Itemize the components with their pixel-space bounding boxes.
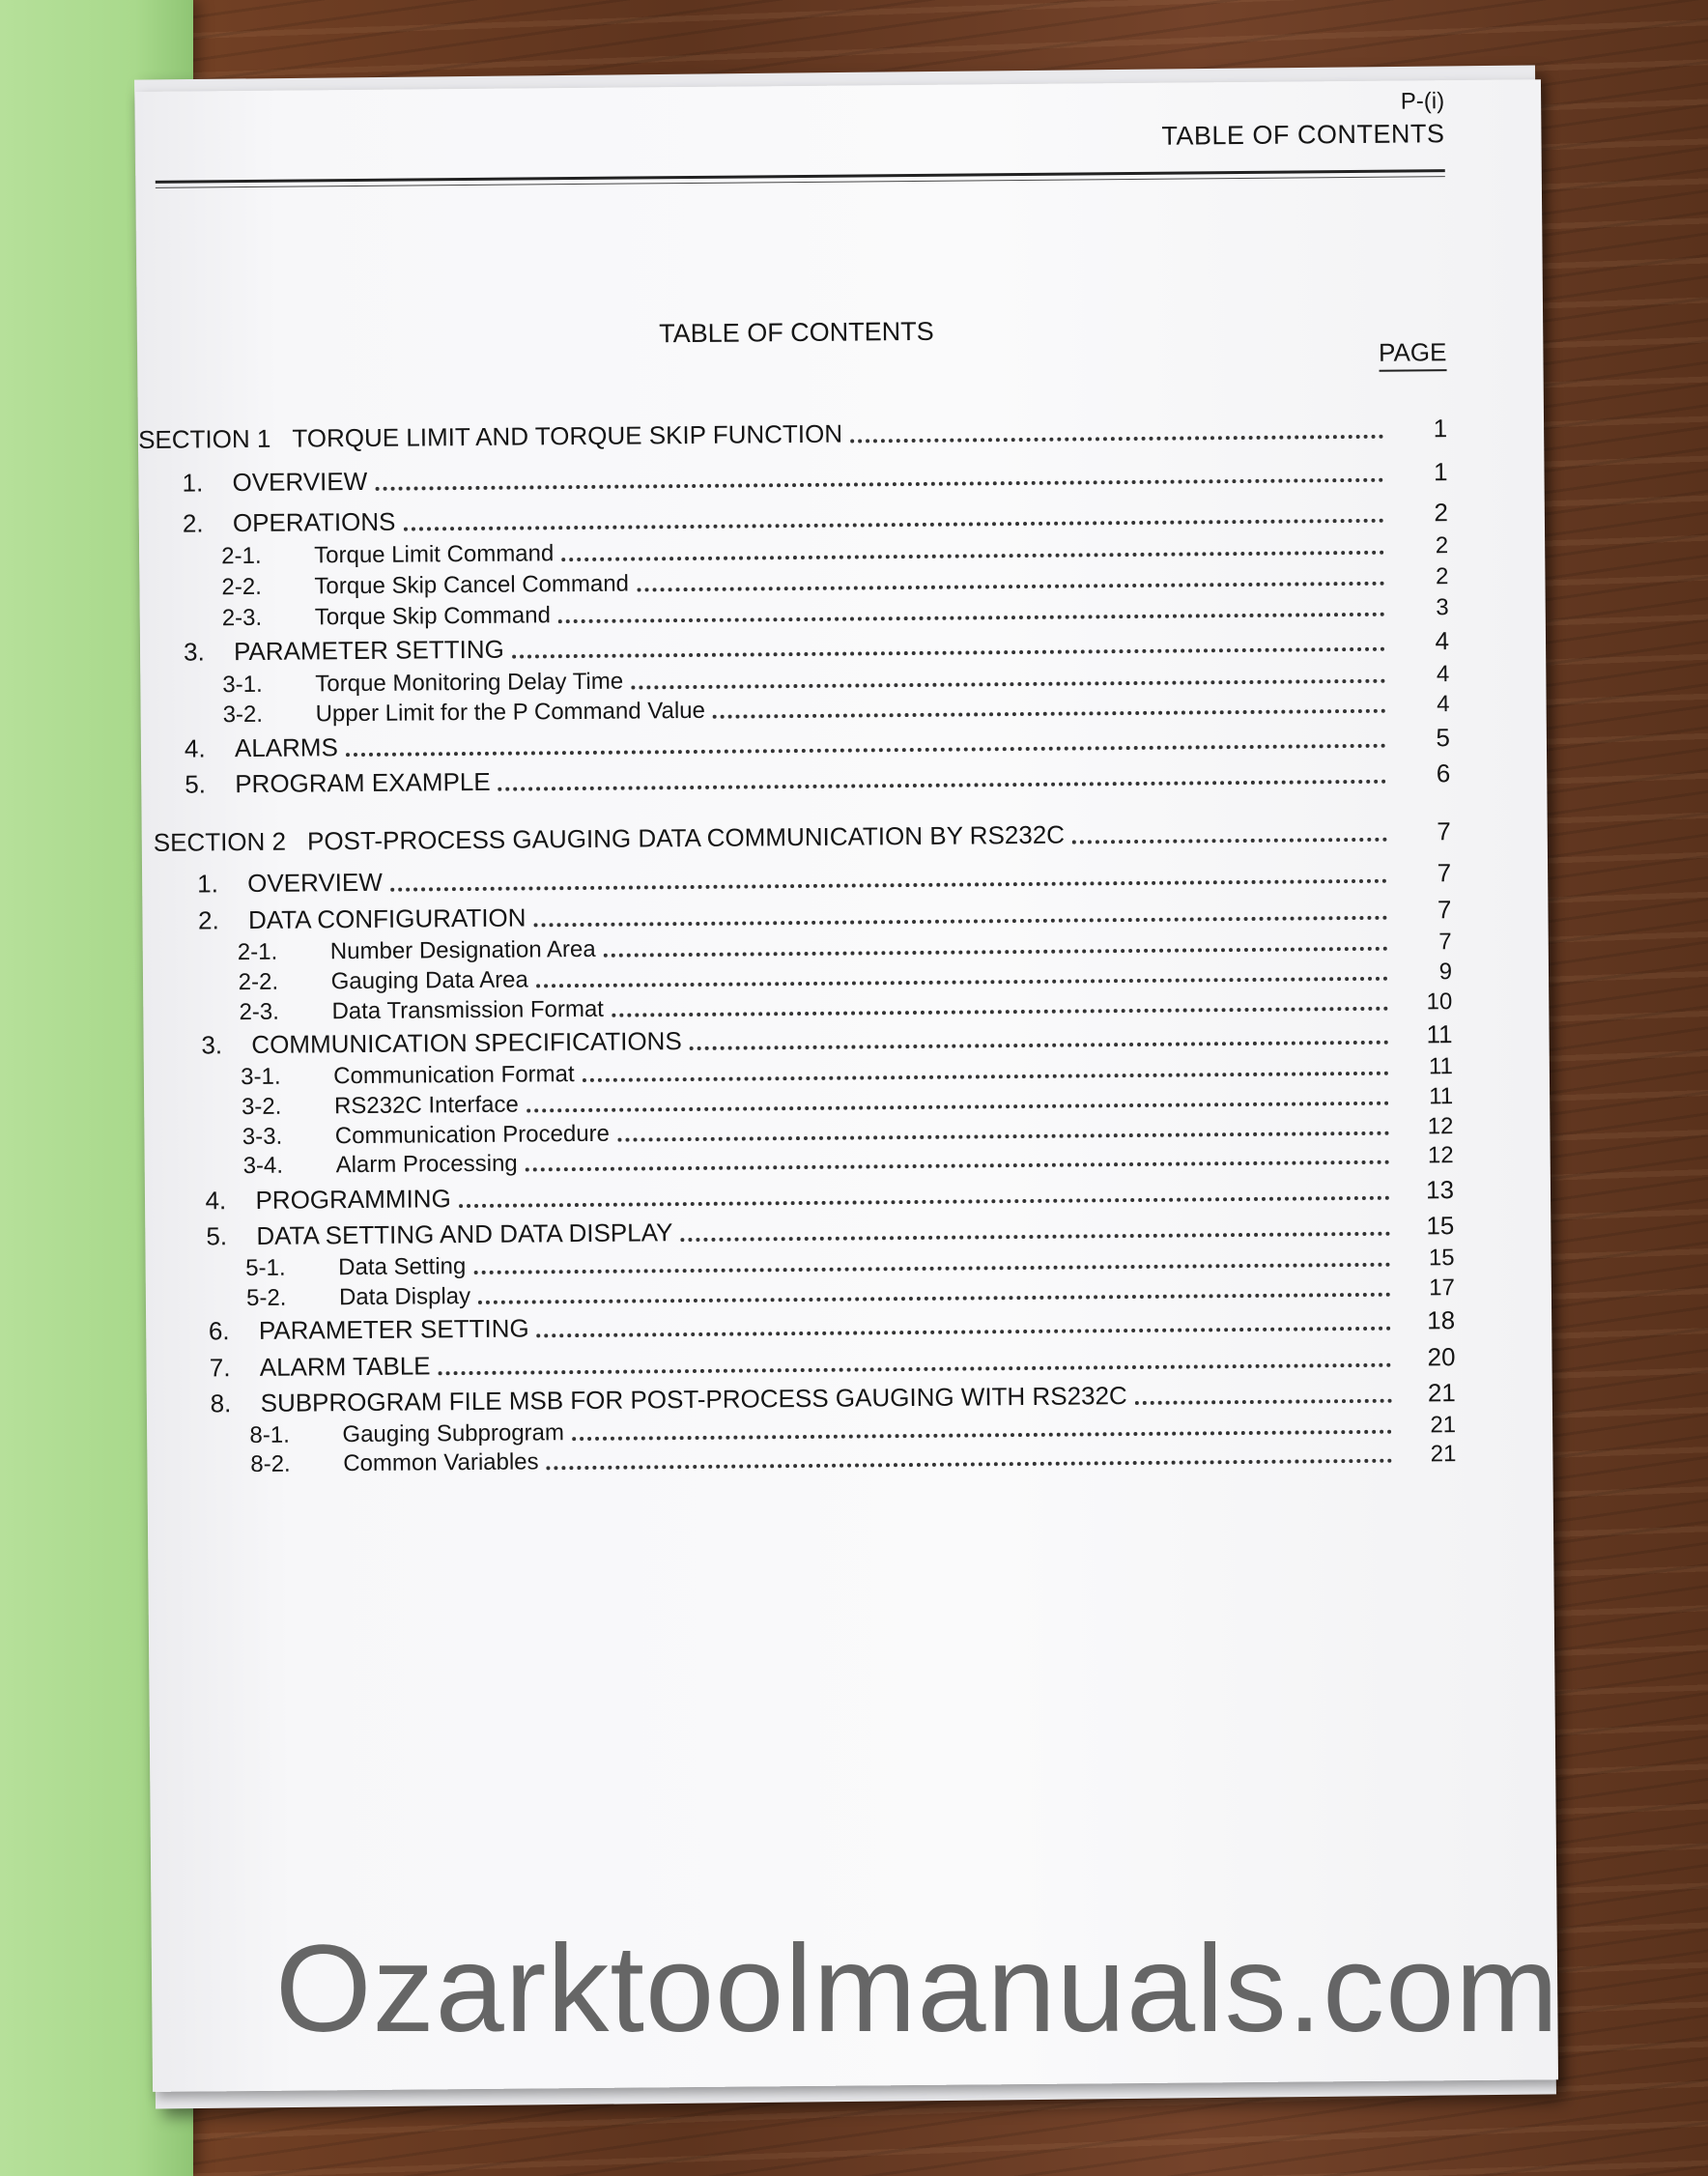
- header-rule-thin: [156, 176, 1445, 188]
- toc-entry-number: 3-4.: [242, 1152, 284, 1180]
- toc-entry-number: 5-2.: [245, 1284, 287, 1312]
- toc-entry-page: 4: [1435, 626, 1450, 656]
- toc-entry-number: 2-1.: [221, 542, 262, 570]
- dot-leader: [612, 997, 1388, 1017]
- toc-entry-page: 10: [1426, 988, 1453, 1016]
- toc-entry-page: 12: [1427, 1142, 1454, 1169]
- toc-entry-number: 8-2.: [250, 1450, 291, 1478]
- toc-entry-page: 7: [1437, 895, 1452, 925]
- toc-entry-page: 15: [1428, 1245, 1455, 1272]
- dot-leader: [526, 1151, 1390, 1172]
- toc-entry-number: SECTION 1: [138, 423, 271, 454]
- toc-entry-page: 20: [1427, 1342, 1456, 1372]
- toc-entry-page: 21: [1430, 1441, 1457, 1468]
- toc-entry-number: 2-1.: [237, 938, 278, 966]
- toc-entry-title: Data Transmission Format: [331, 995, 605, 1025]
- dot-leader: [1135, 1389, 1392, 1405]
- toc-entry-title: SUBPROGRAM FILE MSB FOR POST-PROCESS GAUGING WITH RS232C: [260, 1381, 1127, 1417]
- toc-entry-title: OVERVIEW: [247, 867, 383, 899]
- toc-entry-title: ALARMS: [234, 732, 338, 763]
- toc-entry-page: 3: [1436, 594, 1449, 621]
- toc-entry-page: 6: [1436, 759, 1451, 788]
- watermark: Ozarktoolmanuals.com: [275, 1920, 1559, 2058]
- toc-entry-title: COMMUNICATION SPECIFICATIONS: [251, 1026, 682, 1059]
- toc-entry-number: 2-2.: [221, 573, 262, 601]
- toc-entry-number: 6.: [208, 1316, 230, 1346]
- toc-entry-number: 4.: [205, 1186, 227, 1216]
- toc-entry-number: 1.: [197, 869, 218, 899]
- toc-entry-number: 8.: [210, 1389, 232, 1418]
- toc-entry-page: 4: [1436, 661, 1450, 688]
- dot-leader: [459, 1187, 1390, 1208]
- toc-entry-number: 2-3.: [239, 998, 279, 1026]
- toc-entry-page: 7: [1437, 816, 1451, 846]
- toc-entry-title: PROGRAMMING: [255, 1184, 451, 1215]
- toc-entry-title: RS232C Interface: [333, 1091, 519, 1120]
- toc-entry-number: 3-3.: [242, 1123, 283, 1151]
- header-title: TABLE OF CONTENTS: [1161, 119, 1445, 151]
- toc-entry-number: 7.: [209, 1353, 231, 1383]
- toc-entry-title: Torque Limit Command: [314, 540, 555, 569]
- toc-page: [135, 79, 1558, 2092]
- toc-entry-number: 4.: [184, 733, 206, 763]
- toc-entry-page: 11: [1428, 1053, 1453, 1080]
- toc-entry-number: 5-1.: [245, 1254, 286, 1282]
- dot-leader: [713, 700, 1386, 719]
- toc-entry-title: PARAMETER SETTING: [233, 634, 504, 667]
- toc-entry-title: DATA CONFIGURATION: [247, 902, 527, 935]
- toc-entry-title: Torque Skip Command: [314, 602, 551, 631]
- toc-entry-number: 8-1.: [249, 1421, 290, 1449]
- toc-entry-page: 2: [1435, 532, 1449, 559]
- toc-entry-title: Torque Monitoring Delay Time: [315, 668, 624, 698]
- toc-entry-page: 1: [1433, 414, 1448, 444]
- toc-entry-title: Communication Procedure: [334, 1120, 611, 1150]
- toc-entry-number: 1.: [182, 468, 204, 498]
- dot-leader: [439, 1354, 1392, 1376]
- toc-entry-page: 2: [1434, 498, 1448, 528]
- toc-entry-number: 3-2.: [222, 701, 264, 729]
- toc-entry-number: 3.: [201, 1030, 223, 1060]
- toc-entry-page: 7: [1438, 929, 1452, 956]
- toc-entry: [154, 812, 1451, 858]
- toc-entry-page: 2: [1435, 563, 1449, 590]
- dot-leader: [850, 425, 1383, 444]
- toc-entry-title: Gauging Data Area: [330, 966, 528, 995]
- dot-leader: [390, 870, 1387, 892]
- toc-entry-number: 2.: [182, 508, 204, 538]
- toc-entry: [182, 452, 1447, 498]
- toc-entry-title: TORQUE LIMIT AND TORQUE SKIP FUNCTION: [292, 418, 843, 453]
- toc-entry-page: 11: [1429, 1083, 1454, 1110]
- toc-entry-page: 18: [1427, 1305, 1456, 1335]
- toc-entry-number: 2-2.: [238, 968, 279, 996]
- dot-leader: [346, 734, 1386, 757]
- toc-entry-title: Communication Format: [333, 1061, 575, 1090]
- toc-entry-page: 1: [1433, 457, 1448, 487]
- toc-entry-number: 2.: [197, 905, 219, 935]
- toc-entry-title: Data Setting: [338, 1253, 467, 1281]
- page-column-label: PAGE: [1379, 337, 1447, 372]
- toc-entry-number: 5.: [206, 1221, 228, 1251]
- toc-entry-number: 3-2.: [241, 1093, 282, 1121]
- toc-entry-number: 5.: [185, 769, 207, 799]
- toc-entry-title: Gauging Subprogram: [342, 1419, 565, 1448]
- toc-entry-number: 2-3.: [221, 604, 263, 632]
- toc-entry-title: OVERVIEW: [232, 466, 368, 498]
- dot-leader: [498, 770, 1387, 791]
- toc-entry-page: 13: [1425, 1175, 1455, 1205]
- dot-leader: [375, 469, 1383, 491]
- page-number: P-(i): [1400, 88, 1445, 115]
- toc-entry-title: Torque Skip Cancel Command: [314, 570, 630, 600]
- toc-entry-page: 5: [1436, 723, 1451, 753]
- toc-entry-page: 7: [1437, 858, 1452, 888]
- toc-entry-number: 3-1.: [241, 1063, 281, 1091]
- toc-entry-title: Data Display: [338, 1283, 471, 1311]
- dot-leader: [1072, 828, 1387, 845]
- toc-title: TABLE OF CONTENTS: [659, 316, 934, 349]
- toc-entry-title: PROGRAM EXAMPLE: [235, 766, 491, 799]
- toc-entry-page: 21: [1427, 1378, 1456, 1408]
- toc-entry-title: Alarm Processing: [335, 1150, 518, 1179]
- toc-entry-page: 11: [1426, 1019, 1453, 1049]
- dot-leader: [478, 1283, 1391, 1304]
- toc-entry: [138, 409, 1447, 455]
- dot-leader: [547, 1449, 1393, 1471]
- toc-entry-title: OPERATIONS: [232, 506, 396, 538]
- toc-entry-page: 15: [1426, 1211, 1455, 1241]
- toc-entry-number: 3-1.: [222, 671, 263, 699]
- toc-entry-title: POST-PROCESS GAUGING DATA COMMUNICATION BY RS232C: [306, 819, 1066, 856]
- toc-entry-number: SECTION 2: [153, 826, 287, 857]
- toc-entry-title: Upper Limit for the P Command Value: [315, 697, 706, 728]
- toc-entry-page: 21: [1430, 1412, 1457, 1439]
- toc-entry-page: 4: [1437, 691, 1450, 718]
- toc-entry-page: 9: [1438, 959, 1453, 986]
- toc-entry-title: Common Variables: [343, 1448, 539, 1477]
- toc-entry-number: 3.: [183, 637, 205, 667]
- toc-entry-title: Number Designation Area: [329, 935, 596, 965]
- toc-entry-title: PARAMETER SETTING: [258, 1313, 529, 1345]
- toc-entry-page: 17: [1429, 1274, 1455, 1302]
- toc-entry-title: ALARM TABLE: [259, 1351, 431, 1382]
- dot-leader: [558, 603, 1385, 623]
- toc-entry-page: 12: [1427, 1113, 1454, 1140]
- toc-entry-title: DATA SETTING AND DATA DISPLAY: [256, 1217, 673, 1250]
- dot-leader: [537, 1317, 1392, 1338]
